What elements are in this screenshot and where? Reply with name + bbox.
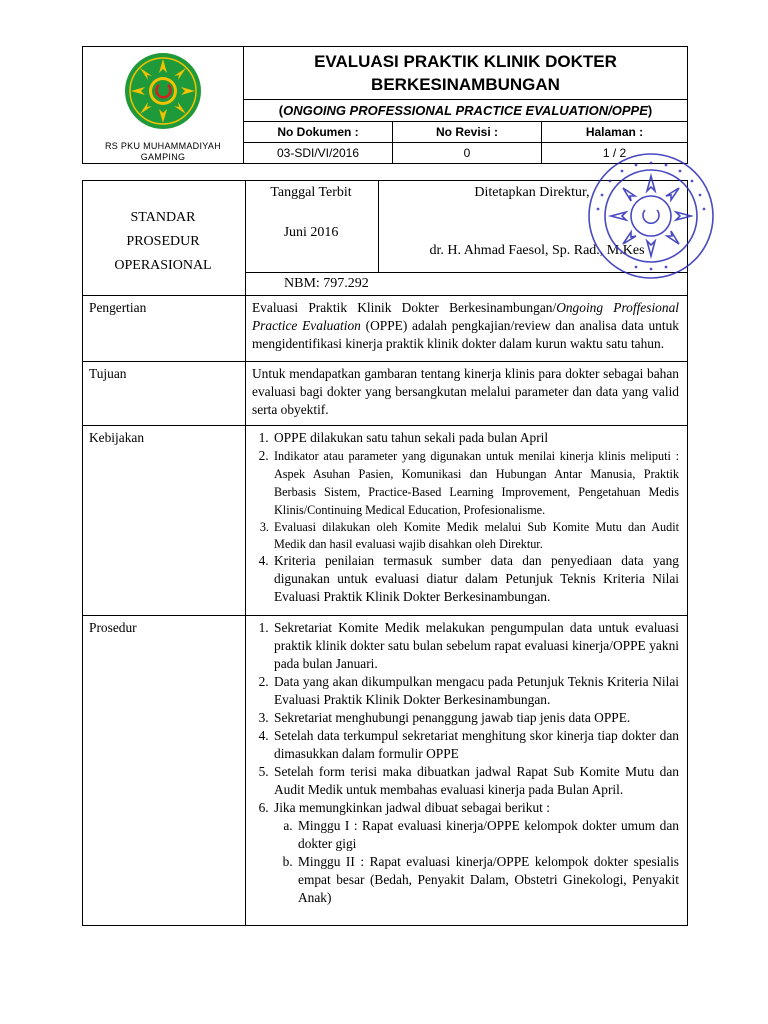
document-title-line2: BERKESINAMBUNGAN [371, 75, 560, 95]
kebijakan-list-cell [246, 426, 688, 616]
tujuan-label: Tujuan [83, 362, 246, 426]
list-item [272, 799, 679, 907]
halaman-label: Halaman : [542, 121, 688, 142]
tujuan-text: Untuk mendapatkan gambaran tentang kinerja klinis para dokter sebagai bahan evaluasi bagi dokter yang bersangkutan melalui parameter dan data yang valid serta obyektif. [246, 362, 688, 426]
no-dokumen-label: No Dokumen : [244, 121, 393, 142]
list-item: 4. Kriteria penilaian termasuk sumber data dan penyediaan data yang digunakan untuk evaluasi diatur dalam Petunjuk Teknis Kriteria Nilai Evaluasi Praktik Klinik Dokter Berkesinambungan. [272, 552, 679, 606]
sop-title [83, 181, 246, 296]
pengertian-text-b: (OPPE) adalah pengkajian/review dan analisa data untuk mengidentifikasi kinerja praktik klinik dokter dalam kurun waktu satu tahun. [252, 318, 679, 351]
prosedur-label: Prosedur [83, 616, 246, 926]
org-name: RS PKU MUHAMMADIYAH GAMPING [104, 141, 222, 162]
halaman-value: 1 / 2 [542, 142, 688, 163]
list-item: 4. Setelah data terkumpul sekretariat menghitung skor kinerja tiap dokter dan dimasukkan dalam formulir OPPE [272, 727, 679, 763]
document-header [82, 46, 688, 164]
list-item: 2. Data yang akan dikumpulkan mengacu pada Petunjuk Teknis Kriteria Nilai Evaluasi Praktik Klinik Dokter Berkesinambungan. [272, 673, 679, 709]
kebijakan-item-2-text: Indikator atau parameter yang digunakan untuk menilai kinerja klinis meliputi : Aspek Asuhan Pasien, Komunikasi dan Hubungan Antar Manusia, Praktik Berbasis Sistem, Practice-Based Learning Improvement, Pengetahuan Medis Klinis/Continuing Medical Education, Profesionalisme. [274, 449, 679, 517]
no-revisi-label: No Revisi : [393, 121, 542, 142]
document-subtitle: (ONGOING PROFESSIONAL PRACTICE EVALUATION/OPPE) [278, 103, 653, 119]
list-item: 1. Sekretariat Komite Medik melakukan pengumpulan data untuk evaluasi praktik klinik dokter satu bulan sebelum rapat evaluasi kinerja/OPPE yakni pada bulan Januari. [272, 619, 679, 673]
subtitle-cell [244, 100, 688, 121]
pengertian-text-a: Evaluasi Praktik Klinik Dokter Berkesinambungan/ [252, 300, 557, 315]
tanggal-terbit-cell [246, 181, 379, 273]
sop-table [82, 180, 688, 926]
list-item: 3. Sekretariat menghubungi penanggung jawab tiap jenis data OPPE. [272, 709, 679, 727]
prosedur-list-cell [246, 616, 688, 926]
kebijakan-list [252, 429, 679, 606]
official-stamp-icon [586, 151, 716, 281]
prosedur-sublist [274, 817, 679, 907]
pengertian-text-italic: Ongoing Proffesional Practice Evaluation [252, 300, 679, 333]
prosedur-list [252, 619, 679, 907]
list-item: 1. OPPE dilakukan satu tahun sekali pada bulan April [272, 429, 679, 447]
list-item [272, 447, 679, 519]
list-item: 5. Setelah form terisi maka dibuatkan jadwal Rapat Sub Komite Mutu dan Audit Medik untuk membahas evaluasi kinerja pada Bulan April. [272, 763, 679, 799]
no-dokumen-value: 03-SDI/VI/2016 [244, 142, 393, 163]
tanggal-terbit-value: Juni 2016 [283, 225, 339, 240]
ditetapkan-label: Ditetapkan Direktur, [474, 185, 590, 200]
logo-cell [83, 47, 244, 164]
kebijakan-label: Kebijakan [83, 426, 246, 616]
no-revisi-value: 0 [393, 142, 542, 163]
document-title-line1: EVALUASI PRAKTIK KLINIK DOKTER [314, 52, 617, 72]
direktur-name: dr. H. Ahmad Faesol, Sp. Rad., M.Kes [429, 243, 645, 258]
list-item: b. Minggu II : Rapat evaluasi kinerja/OPPE kelompok dokter spesialis empat besar (Bedah, Penyakit Dalam, Obstetri Ginekologi, Penyakit Anak) [296, 853, 679, 907]
nbm-text: NBM: 797.292 [284, 276, 369, 291]
sop-title-text: STANDAR PROSEDUR OPERASIONAL [114, 210, 212, 273]
pengertian-text [246, 296, 688, 362]
title-cell [244, 47, 688, 100]
pengertian-label: Pengertian [83, 296, 246, 362]
tanggal-terbit-label: Tanggal Terbit [270, 185, 352, 200]
prosedur-item-6-text: Jika memungkinkan jadwal dibuat sebagai berikut : [274, 800, 550, 815]
list-item: a. Minggu I : Rapat evaluasi kinerja/OPPE kelompok dokter umum dan dokter gigi [296, 817, 679, 853]
hospital-logo-icon [123, 51, 203, 131]
list-item: 3. Evaluasi dilakukan oleh Komite Medik melalui Sub Komite Mutu dan Audit Medik dan hasil evaluasi wajib disahkan oleh Direktur. [272, 519, 679, 552]
